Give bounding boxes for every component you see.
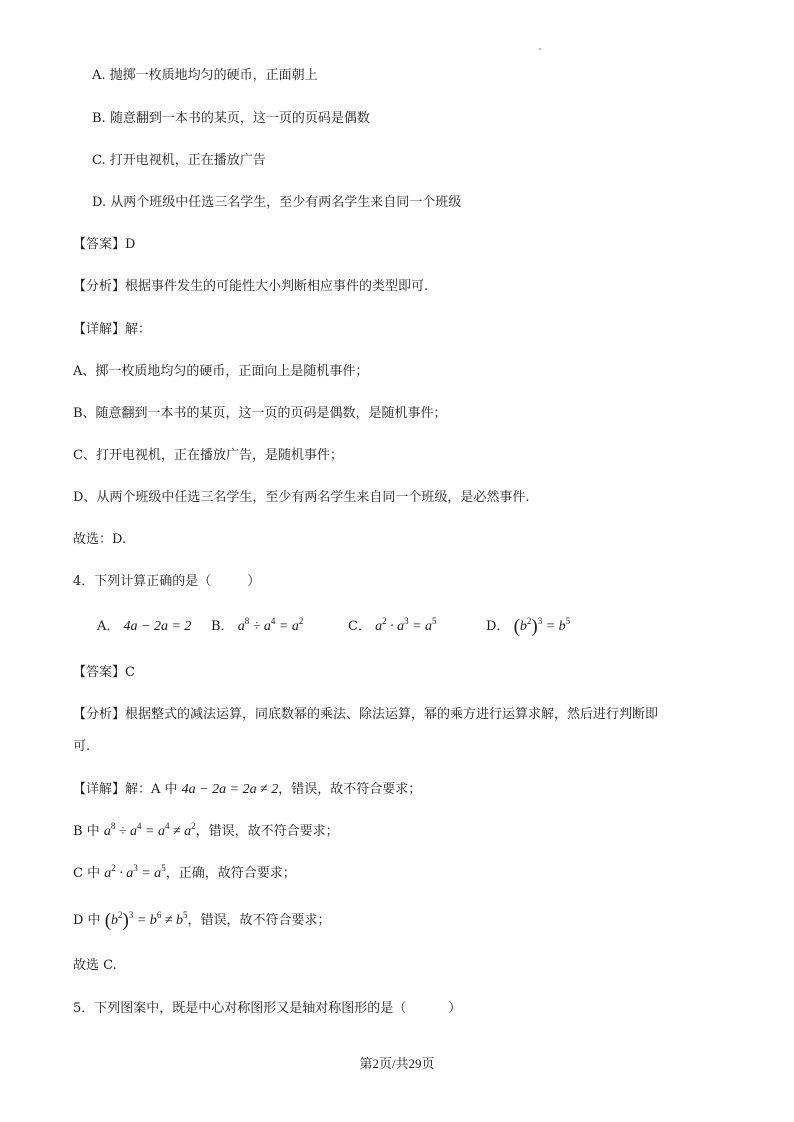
q4-detail-c-comment: ，正确，故符合要求；: [165, 866, 296, 881]
q4-detail-b-math: $a^8 \div a^4 = a^4 \ne a^2$: [103, 821, 196, 839]
q4-detail-a-comment: ，错误，故不符合要求；: [278, 782, 422, 797]
q4-choice: 故选 C.: [73, 958, 117, 973]
q4-option-c: [348, 618, 437, 636]
q3-analysis: 【分析】根据事件发生的可能性大小判断相应事件的类型即可.: [73, 279, 429, 294]
q3-option-d: D. 从两个班级中任选三名学生，至少有两名学生来自同一个班级: [92, 195, 462, 210]
q4-detail-d-prefix: D 中: [73, 913, 101, 928]
q4-stem-close: ）: [247, 574, 261, 589]
q4-analysis-line1: 【分析】根据整式的减法运算，同底数幂的乘法、除法运算，幂的乘方进行运算求解，然后进行判断即: [73, 707, 659, 722]
q4-option-b-label: B．: [211, 619, 234, 634]
q4-answer: 【答案】C: [73, 665, 135, 680]
q4-detail-head: 【详解】解：A 中: [73, 782, 178, 797]
q3-detail-c: C、打开电视机，正在播放广告，是随机事件；: [73, 448, 343, 463]
q4-option-a: [97, 618, 191, 636]
q3-option-a: A. 抛掷一枚质地均匀的硬币，正面朝上: [92, 68, 318, 83]
q4-option-d: [486, 618, 570, 636]
q4-option-d-label: D．: [486, 619, 510, 634]
q3-detail-d: D、从两个班级中任选三名学生，至少有两名学生来自同一个班级，是必然事件.: [73, 490, 530, 505]
q3-option-b: B. 随意翻到一本书的某页，这一页的页码是偶数: [92, 111, 370, 126]
q5-stem-close: ）: [448, 1001, 462, 1016]
q3-detail-b: B、随意翻到一本书的某页，这一页的页码是偶数，是随机事件；: [73, 406, 447, 421]
q4-detail-b: [73, 823, 339, 841]
q4-stem-text: 4．下列计算正确的是（: [73, 574, 212, 589]
page-footer: 第2页/共29页: [359, 1056, 435, 1071]
q4-detail-b-prefix: B 中: [73, 824, 100, 839]
q4-option-b: [211, 618, 303, 636]
q3-option-c: C. 打开电视机，正在播放广告: [92, 153, 266, 168]
q4-detail-d: [73, 912, 331, 930]
q4-analysis-line2: 可.: [73, 739, 91, 754]
q4-option-a-math: 4a − 2a = 2: [123, 619, 192, 634]
q4-option-d-math: $(b^2)^3 = b^5$: [513, 616, 571, 637]
q3-choice: 故选：D.: [73, 532, 127, 547]
q4-detail-c: [73, 865, 296, 883]
q3-answer: 【答案】D: [73, 237, 136, 252]
q4-option-c-label: C．: [348, 619, 371, 634]
q4-stem: [73, 573, 260, 591]
q3-detail-head: 【详解】解：: [73, 322, 152, 337]
q4-option-c-math: $a^2 \cdot a^3 = a^5$: [375, 616, 437, 634]
q4-option-b-math: $a^8 \div a^4 = a^2$: [237, 616, 304, 634]
q4-detail-a-math: 4a − 2a = 2a ≠ 2: [181, 782, 279, 797]
scan-speck: [539, 48, 541, 50]
q4-detail-d-math: $(b^2)^3 = b^6 \ne b^5$: [104, 910, 188, 931]
q4-detail-c-prefix: C 中: [73, 866, 101, 881]
q3-detail-a: A、掷一枚质地均匀的硬币，正面向上是随机事件；: [73, 364, 369, 379]
q4-detail-b-comment: ，错误，故不符合要求；: [195, 824, 339, 839]
q4-detail-a: [73, 781, 421, 799]
q4-option-a-label: A．: [97, 619, 120, 634]
q5-stem-text: 5．下列图案中，既是中心对称图形又是轴对称图形的是（: [73, 1001, 407, 1016]
q4-detail-c-math: $a^2 \cdot a^3 = a^5$: [104, 863, 166, 881]
q5-stem: [73, 1000, 461, 1018]
q4-detail-d-comment: ，错误，故不符合要求；: [187, 913, 331, 928]
